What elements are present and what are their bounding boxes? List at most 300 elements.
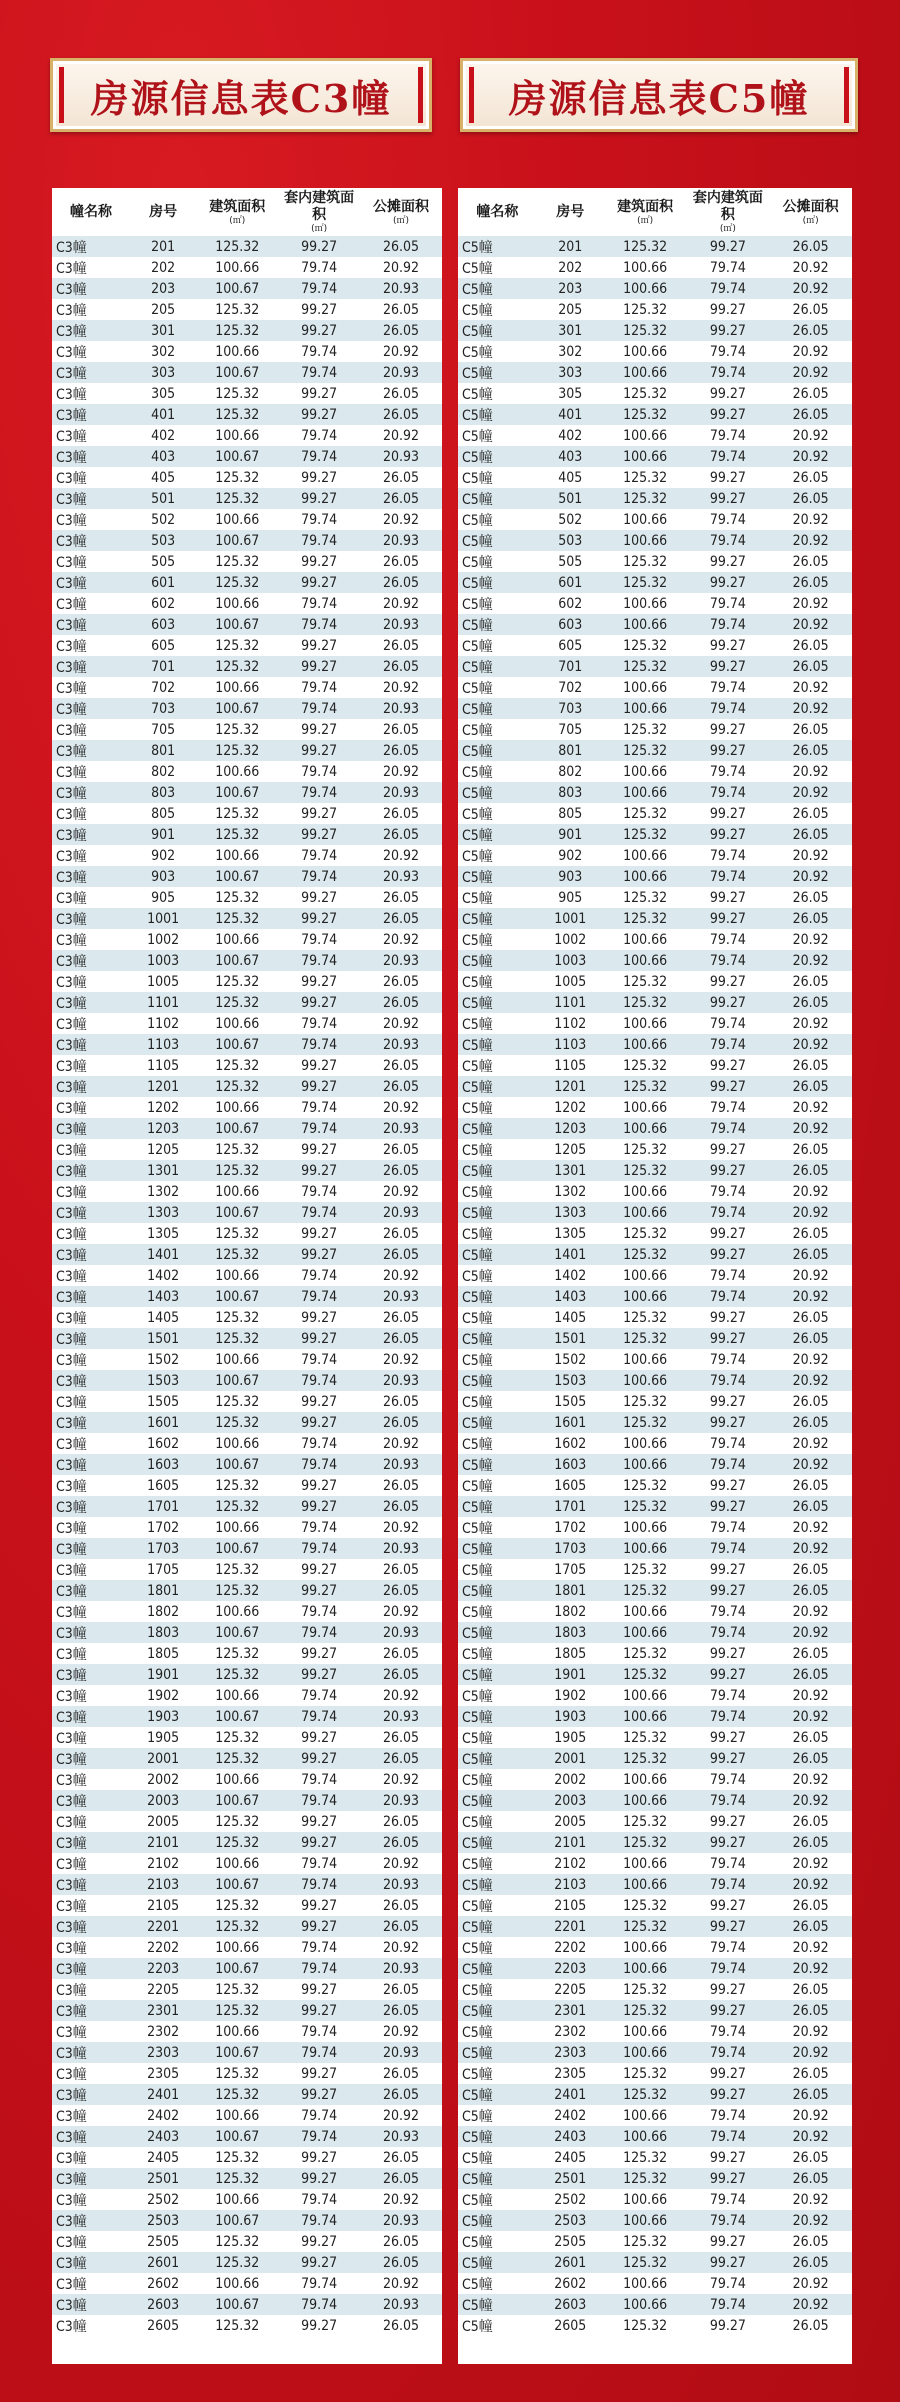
table-cell: 125.32 [604,1916,687,1937]
table-cell: C5幢 [458,1391,537,1412]
table-cell: 79.74 [278,509,360,530]
table-cell: 100.66 [604,1601,687,1622]
table-cell: 79.74 [687,1370,770,1391]
table-cell: 26.05 [769,656,852,677]
table-cell: C5幢 [458,299,537,320]
table-cell: 505 [537,551,604,572]
table-cell: C5幢 [458,2084,537,2105]
table-cell: C3幢 [52,236,130,257]
table-cell: 125.32 [196,1139,278,1160]
table-row [52,1979,442,2000]
table-cell: 100.66 [196,425,278,446]
table-cell: 125.32 [604,1412,687,1433]
table-cell: 26.05 [360,299,442,320]
table-cell: 20.92 [769,1454,852,1475]
table-cell: C5幢 [458,1202,537,1223]
table-cell: 26.05 [360,908,442,929]
table-cell: 20.92 [769,425,852,446]
table-cell: 99.27 [687,1475,770,1496]
table-cell: 2503 [537,2210,604,2231]
table-row [458,488,852,509]
table-cell: C5幢 [458,1580,537,1601]
table-cell: 100.66 [604,1286,687,1307]
table-cell: 705 [130,719,196,740]
table-row [458,1328,852,1349]
table-cell: 20.93 [360,2042,442,2063]
table-cell: 100.66 [604,446,687,467]
table-cell: 99.27 [278,740,360,761]
table-cell: 79.74 [278,1769,360,1790]
table-row [52,446,442,467]
column-header [687,188,770,236]
table-cell: 100.66 [604,1181,687,1202]
table-cell: 99.27 [278,320,360,341]
table-cell: 26.05 [769,1055,852,1076]
table-cell: 26.05 [769,1244,852,1265]
table-cell: 2205 [130,1979,196,2000]
table-cell: C3幢 [52,551,130,572]
table-cell: C5幢 [458,2252,537,2273]
table-cell: C3幢 [52,1937,130,1958]
table-cell: 125.32 [604,2315,687,2336]
banner-ornament [844,67,849,123]
table-row [458,404,852,425]
table-cell: 20.92 [769,866,852,887]
table-cell: 125.32 [196,1328,278,1349]
table-cell: 2502 [537,2189,604,2210]
table-cell: 703 [537,698,604,719]
table-cell: 125.32 [196,887,278,908]
table-cell: 20.92 [769,341,852,362]
table-cell: 20.92 [360,593,442,614]
table-cell: 99.27 [278,1139,360,1160]
table-cell: 2401 [130,2084,196,2105]
table-row [458,1223,852,1244]
table-row [458,992,852,1013]
table-row [52,1559,442,1580]
table-cell: 99.27 [278,1811,360,1832]
table-row [52,1601,442,1622]
table-row [458,1433,852,1454]
table-cell: 125.32 [604,299,687,320]
table-row [458,908,852,929]
table-cell: 100.66 [196,2189,278,2210]
table-cell: 125.32 [604,1160,687,1181]
table-cell: 79.74 [278,278,360,299]
table-cell: 125.32 [196,1055,278,1076]
table-cell: 99.27 [687,1391,770,1412]
table-cell: 26.05 [769,2000,852,2021]
table-cell: 1303 [537,1202,604,1223]
table-cell: 99.27 [687,1223,770,1244]
table-cell: 125.32 [604,2063,687,2084]
table-row [52,1433,442,1454]
table-cell: 79.74 [687,1538,770,1559]
table-cell: 100.66 [196,1769,278,1790]
table-cell: 99.27 [687,1664,770,1685]
table-cell: 26.05 [769,740,852,761]
table-cell: 26.05 [769,1139,852,1160]
table-cell: 20.93 [360,1454,442,1475]
table-cell: 79.74 [278,1685,360,1706]
table-cell: 2601 [537,2252,604,2273]
table-cell: C3幢 [52,1832,130,1853]
table-cell: 99.27 [687,1727,770,1748]
table-row [458,1538,852,1559]
table-row [458,1496,852,1517]
table-cell: 100.66 [604,1202,687,1223]
table-cell: 26.05 [769,887,852,908]
table-cell: 1201 [130,1076,196,1097]
table-cell: 100.66 [196,509,278,530]
table-row [52,404,442,425]
table-cell: 20.93 [360,1034,442,1055]
table-cell: 2305 [130,2063,196,2084]
table-cell: C3幢 [52,803,130,824]
table-cell: 1505 [537,1391,604,1412]
table-cell: C3幢 [52,1622,130,1643]
table-cell: 100.67 [196,1958,278,1979]
table-cell: 79.74 [687,1349,770,1370]
table-cell: 1703 [130,1538,196,1559]
title-banner-c3 [50,58,432,132]
table-cell: 79.74 [278,950,360,971]
table-cell: 20.92 [769,761,852,782]
table-cell: C3幢 [52,1391,130,1412]
table-cell: C3幢 [52,698,130,719]
table-row [458,845,852,866]
table-cell: 125.32 [196,1664,278,1685]
table-cell: C3幢 [52,1034,130,1055]
table-cell: 100.67 [196,1202,278,1223]
table-cell: 79.74 [687,1706,770,1727]
table-cell: 20.92 [769,1013,852,1034]
table-cell: 20.92 [769,929,852,950]
table-cell: 99.27 [278,1832,360,1853]
table-cell: 1403 [537,1286,604,1307]
table-row [458,866,852,887]
table-row [458,1706,852,1727]
table-cell: 125.32 [604,1496,687,1517]
table-cell: 1301 [537,1160,604,1181]
table-cell: 100.66 [604,593,687,614]
table-cell: C3幢 [52,845,130,866]
table-cell: 125.32 [196,992,278,1013]
table-cell: 79.74 [687,362,770,383]
table-cell: 2401 [537,2084,604,2105]
table-row [52,383,442,404]
table-cell: C5幢 [458,2105,537,2126]
table-cell: 100.66 [604,614,687,635]
table-cell: 125.32 [196,236,278,257]
table-row [52,1034,442,1055]
table-row [52,2147,442,2168]
table-cell: 20.92 [769,950,852,971]
table-cell: C5幢 [458,1958,537,1979]
table-cell: C3幢 [52,971,130,992]
table-row [458,1013,852,1034]
table-cell: C5幢 [458,1433,537,1454]
table-cell: 605 [537,635,604,656]
table-row [52,341,442,362]
column-header-unit: (㎡) [637,215,654,226]
table-cell: 26.05 [769,383,852,404]
table-cell: C3幢 [52,257,130,278]
table-cell: C3幢 [52,2147,130,2168]
table-cell: 20.92 [769,845,852,866]
table-cell: C3幢 [52,866,130,887]
table-cell: C3幢 [52,1895,130,1916]
table-cell: 202 [130,257,196,278]
table-cell: 99.27 [278,2231,360,2252]
table-cell: 2202 [537,1937,604,1958]
table-cell: 79.74 [278,845,360,866]
table-cell: C5幢 [458,1139,537,1160]
table-cell: 20.93 [360,1706,442,1727]
table-cell: 1903 [130,1706,196,1727]
table-cell: 79.74 [687,614,770,635]
table-cell: 100.66 [604,1013,687,1034]
table-cell: 26.05 [769,572,852,593]
table-cell: C3幢 [52,656,130,677]
table-row [52,1727,442,1748]
table-cell: 20.92 [769,1265,852,1286]
table-cell: C3幢 [52,509,130,530]
table-cell: 1103 [130,1034,196,1055]
table-cell: 100.67 [196,614,278,635]
table-cell: 125.32 [196,1559,278,1580]
table-cell: 125.32 [604,992,687,1013]
table-cell: C5幢 [458,1769,537,1790]
table-cell: 79.74 [687,845,770,866]
table-cell: 26.05 [360,1916,442,1937]
table-cell: 99.27 [687,1139,770,1160]
table-row [52,1328,442,1349]
table-cell: C3幢 [52,2252,130,2273]
table-cell: 99.27 [687,383,770,404]
table-cell: 79.74 [687,1853,770,1874]
table-row [52,1349,442,1370]
table-cell: 20.93 [360,278,442,299]
table-row [52,845,442,866]
table-cell: 20.92 [360,1685,442,1706]
table-cell: C5幢 [458,1748,537,1769]
column-header [278,188,360,236]
table-row [52,593,442,614]
table-cell: 2601 [130,2252,196,2273]
table-cell: 26.05 [769,1076,852,1097]
table-cell: 79.74 [687,1937,770,1958]
table-cell: 99.27 [687,740,770,761]
table-cell: 79.74 [278,2189,360,2210]
table-cell: C3幢 [52,719,130,740]
table-cell: C3幢 [52,2084,130,2105]
table-cell: 1002 [537,929,604,950]
table-cell: 1005 [130,971,196,992]
table-cell: 26.05 [769,2147,852,2168]
table-cell: C3幢 [52,1181,130,1202]
table-cell: 99.27 [278,236,360,257]
table-cell: 203 [537,278,604,299]
table-cell: C3幢 [52,1286,130,1307]
table-cell: C5幢 [458,656,537,677]
table-cell: C3幢 [52,2021,130,2042]
table-cell: 20.92 [769,1118,852,1139]
table-cell: 99.27 [687,1244,770,1265]
table-cell: 125.32 [604,320,687,341]
table-cell: 26.05 [360,1811,442,1832]
table-row [458,2063,852,2084]
table-cell: 1401 [130,1244,196,1265]
table-cell: 26.05 [769,2084,852,2105]
table-row [52,1874,442,1895]
table-cell: 100.66 [604,929,687,950]
table-cell: 1303 [130,1202,196,1223]
table-cell: 99.27 [278,2252,360,2273]
table-cell: 20.92 [769,698,852,719]
table-row [458,677,852,698]
table-cell: 79.74 [278,2021,360,2042]
table-cell: 100.66 [196,1097,278,1118]
table-row [52,1538,442,1559]
table-cell: C5幢 [458,1412,537,1433]
table-cell: 20.92 [769,1517,852,1538]
table-row [52,1853,442,1874]
table-cell: 99.27 [278,1643,360,1664]
table-row [52,1307,442,1328]
column-header [604,188,687,236]
table-cell: 703 [130,698,196,719]
table-cell: 2101 [537,1832,604,1853]
table-cell: 99.27 [687,1580,770,1601]
table-cell: C3幢 [52,782,130,803]
table-cell: 99.27 [687,236,770,257]
table-cell: 26.05 [360,992,442,1013]
table-cell: 79.74 [278,1517,360,1538]
table-cell: C3幢 [52,1244,130,1265]
table-cell: 2102 [130,1853,196,1874]
table-cell: 100.66 [604,278,687,299]
table-cell: 1801 [130,1580,196,1601]
table-cell: 125.32 [196,1475,278,1496]
table-row [52,1118,442,1139]
table-cell: 2203 [537,1958,604,1979]
table-row [52,1916,442,1937]
table-cell: 79.74 [687,2105,770,2126]
table-cell: 79.74 [278,1601,360,1622]
table-cell: 125.32 [196,971,278,992]
column-header-label: 套内建筑面积 [284,190,355,223]
table-cell: 1105 [130,1055,196,1076]
table-cell: 79.74 [687,1181,770,1202]
table-cell: 100.66 [196,1265,278,1286]
table-cell: 99.27 [687,1916,770,1937]
table-cell: 26.05 [769,236,852,257]
table-cell: 100.66 [196,1601,278,1622]
table-cell: C5幢 [458,320,537,341]
table-row [458,1118,852,1139]
table-cell: 203 [130,278,196,299]
table-cell: 99.27 [687,2147,770,2168]
table-cell: 125.32 [604,551,687,572]
table-row [52,1811,442,1832]
table-cell: 26.05 [769,404,852,425]
table-cell: 2301 [130,2000,196,2021]
table-cell: 100.67 [196,698,278,719]
column-header [360,188,442,236]
table-cell: 2301 [537,2000,604,2021]
table-cell: 1403 [130,1286,196,1307]
table-cell: 100.67 [196,278,278,299]
table-cell: 20.92 [769,1769,852,1790]
table-cell: 99.27 [687,992,770,1013]
table-cell: 20.92 [769,530,852,551]
table-cell: 26.05 [360,236,442,257]
table-row [52,2126,442,2147]
table-cell: 99.27 [278,1979,360,2000]
table-cell: 26.05 [769,824,852,845]
table-row [52,572,442,593]
table-cell: C5幢 [458,1853,537,1874]
table-cell: 26.05 [360,488,442,509]
table-cell: 79.74 [687,1097,770,1118]
table-cell: 2303 [537,2042,604,2063]
table-row [458,320,852,341]
table-cell: 20.92 [769,2273,852,2294]
table-cell: 125.32 [604,824,687,845]
table-cell: 20.92 [769,1706,852,1727]
table-cell: C5幢 [458,1601,537,1622]
table-cell: C5幢 [458,1937,537,1958]
table-row [458,1139,852,1160]
table-row [458,824,852,845]
table-cell: 125.32 [604,1832,687,1853]
table-cell: 1402 [130,1265,196,1286]
table-cell: 505 [130,551,196,572]
table-cell: 100.67 [196,1538,278,1559]
table-row [52,1664,442,1685]
table-cell: 79.74 [278,1181,360,1202]
table-cell: 1202 [537,1097,604,1118]
table-cell: 903 [537,866,604,887]
table-cell: C3幢 [52,992,130,1013]
table-cell: 125.32 [196,803,278,824]
table-row [458,1832,852,1853]
table-cell: 125.32 [196,1496,278,1517]
table-cell: 125.32 [196,1727,278,1748]
table-cell: 20.93 [360,362,442,383]
table-cell: 2302 [537,2021,604,2042]
table-cell: 125.32 [196,2000,278,2021]
table-cell: 99.27 [687,320,770,341]
table-row [458,1895,852,1916]
table-cell: 79.74 [278,1433,360,1454]
table-cell: 125.32 [196,1979,278,2000]
table-cell: 1602 [130,1433,196,1454]
table-cell: C3幢 [52,1979,130,2000]
table-cell: 1503 [537,1370,604,1391]
table-cell: 20.93 [360,782,442,803]
table-cell: C5幢 [458,1643,537,1664]
table-row [458,761,852,782]
table-cell: 26.05 [769,1559,852,1580]
table-cell: 100.66 [196,1349,278,1370]
table-row [458,803,852,824]
table-cell: 1302 [130,1181,196,1202]
table-cell: 79.74 [278,1118,360,1139]
table-cell: 26.05 [769,2252,852,2273]
table-cell: 20.92 [360,509,442,530]
